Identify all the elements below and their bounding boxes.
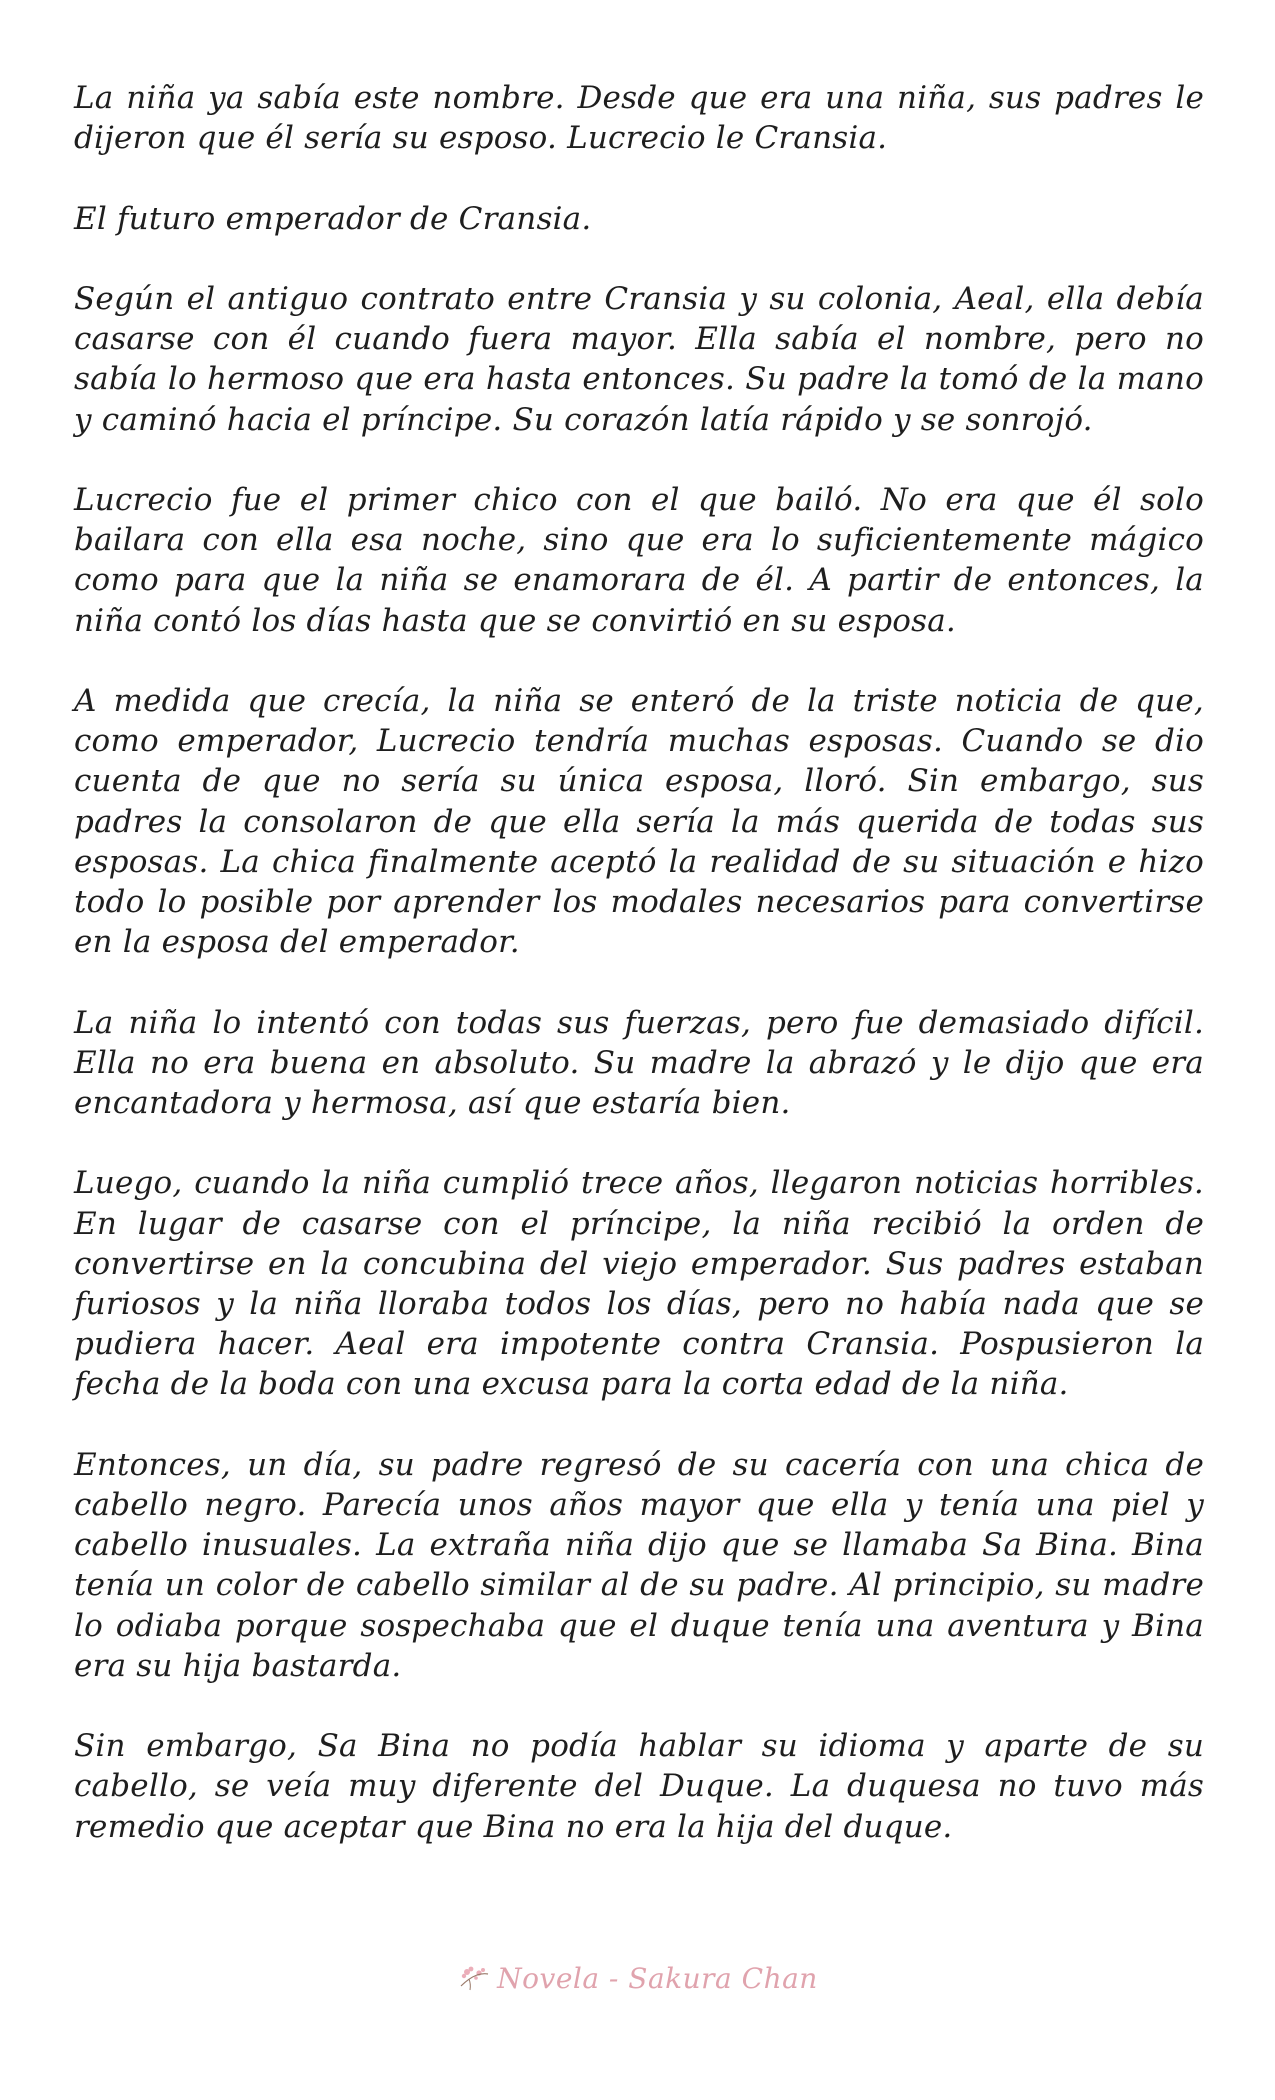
paragraph-3: Según el antiguo contrato entre Cransia y su colonia, Aeal, ella debía casarse con él cuando fuera mayor. Ella sabía el nombre, pero no sabía lo hermoso que era hasta entonces. Su padre la tomó de la mano y caminó hacia el príncipe. Su corazón latía rápido y se sonrojó. [74, 280, 1204, 438]
paragraph-9: Sin embargo, Sa Bina no podía hablar su idioma y aparte de su cabello, se veía muy diferente del Duque. La duquesa no tuvo más remedio que aceptar que Bina no era la hija del duque. [74, 1728, 1204, 1845]
paragraph-1: La niña ya sabía este nombre. Desde que era una niña, sus padres le dijeron que él sería su esposo. Lucrecio le Cransia. [74, 80, 1204, 157]
document-body [74, 78, 1204, 1887]
paragraph-5: A medida que crecía, la niña se enteró de la triste noticia de que, como emperador, Lucrecio tendría muchas esposas. Cuando se dio cuenta de que no sería su única esposa, lloró. Sin embargo, sus padres la consolaron de que ella sería la más querida de todas sus esposas. La chica finalmente aceptó la realidad de su situación e hizo todo lo posible por aprender los modales necesarios para convertirse en la esposa del emperador. [74, 682, 1204, 961]
paragraph-2: El futuro emperador de Cransia. [74, 200, 592, 237]
sakura-flower-icon [457, 1964, 491, 1994]
watermark [0, 1962, 1275, 1995]
paragraph-6: La niña lo intentó con todas sus fuerzas, pero fue demasiado difícil. Ella no era buena en absoluto. Su madre la abrazó y le dijo que era encantadora y hermosa, así que estaría bien. [74, 1004, 1204, 1121]
watermark-text: Novela - Sakura Chan [497, 1962, 818, 1995]
paragraph-4: Lucrecio fue el primer chico con el que bailó. No era que él solo bailara con ella esa noche, sino que era lo suficientemente mágico como para que la niña se enamorara de él. A partir de entonces, la niña contó los días hasta que se convirtió en su esposa. [74, 481, 1204, 639]
paragraph-8: Entonces, un día, su padre regresó de su cacería con una chica de cabello negro. Parecía unos años mayor que ella y tenía una piel y cabello inusuales. La extraña niña dijo que se llamaba Sa Bina. Bina tenía un color de cabello similar al de su padre. Al principio, su madre lo odiaba porque sospechaba que el duque tenía una aventura y Bina era su hija bastarda. [74, 1446, 1204, 1684]
paragraph-7: Luego, cuando la niña cumplió trece años, llegaron noticias horribles. En lugar de casarse con el príncipe, la niña recibió la orden de convertirse en la concubina del viejo emperador. Sus padres estaban furiosos y la niña lloraba todos los días, pero no había nada que se pudiera hacer. Aeal era impotente contra Cransia. Pospusieron la fecha de la boda con una excusa para la corta edad de la niña. [74, 1165, 1204, 1403]
